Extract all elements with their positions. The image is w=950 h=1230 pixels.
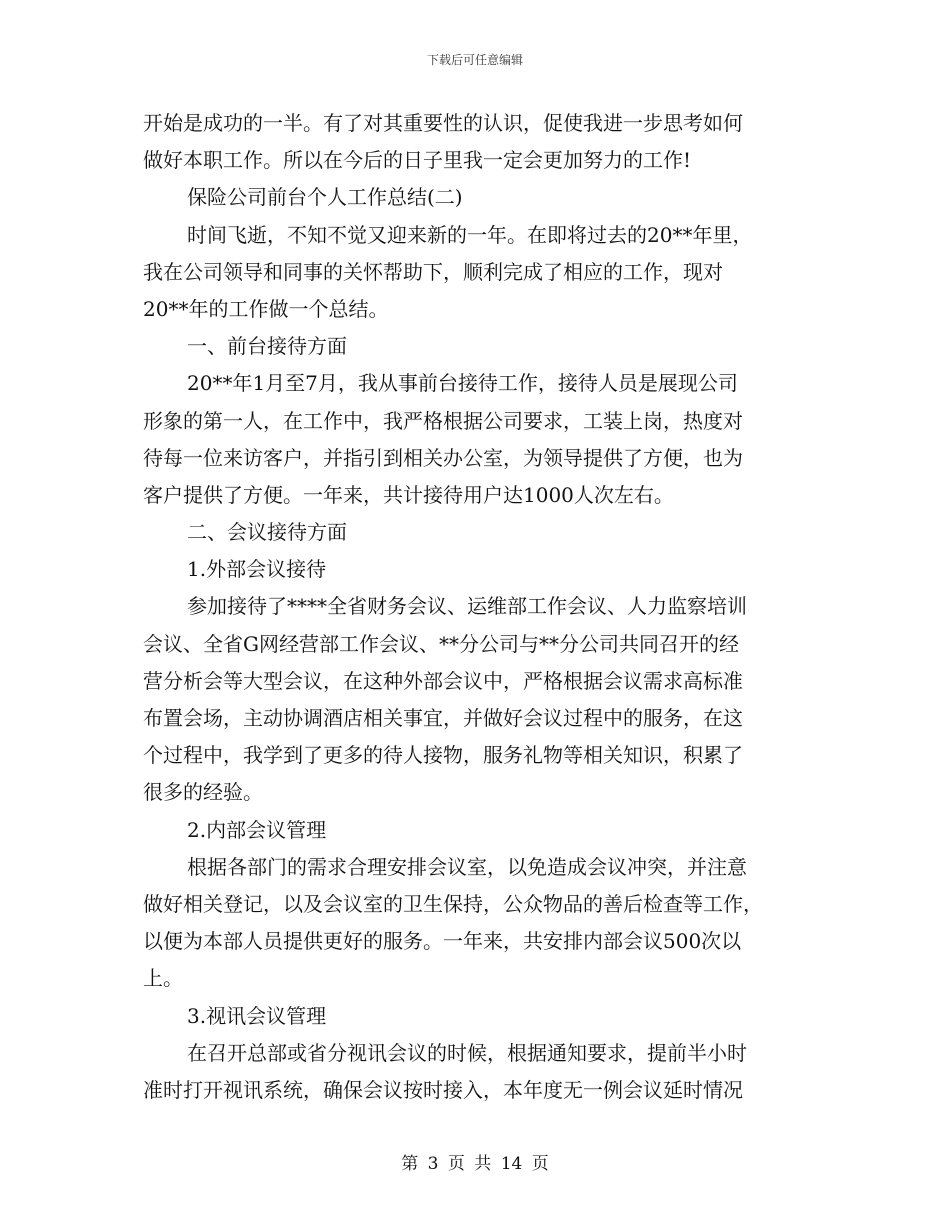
text-line: 根据各部门的需求合理安排会议室，以免造成会议冲突，并注意 bbox=[187, 854, 747, 879]
text-line: 20**年的工作做一个总结。 bbox=[143, 296, 389, 321]
text-line: 一、前台接待方面 bbox=[187, 334, 347, 359]
text-line: 会议、全省G网经营部工作会议、**分公司与**分公司共同召开的经 bbox=[143, 631, 739, 656]
text-line: 在召开总部或省分视讯会议的时候，根据通知要求，提前半小时 bbox=[187, 1040, 747, 1065]
text-line: 形象的第一人，在工作中，我严格根据公司要求，工装上岗，热度对 bbox=[143, 408, 743, 433]
text-line: 待每一位来访客户，并指引到相关办公室，为领导提供了方便，也为 bbox=[143, 445, 743, 470]
text-line: 1.外部会议接待 bbox=[187, 557, 327, 582]
text-line: 布置会场，主动协调酒店相关事宜，并做好会议过程中的服务，在这 bbox=[143, 706, 743, 730]
text-line: 2.内部会议管理 bbox=[187, 817, 327, 842]
text-line: 以便为本部人员提供更好的服务。一年来，共安排内部会议500次以 bbox=[143, 929, 742, 954]
text-line: 开始是成功的一半。有了对其重要性的认识，促使我进一步思考如何 bbox=[143, 111, 743, 135]
text-line: 参加接待了****全省财务会议、运维部工作会议、人力监察培训 bbox=[187, 594, 747, 619]
text-line: 二、会议接待方面 bbox=[187, 520, 347, 545]
text-line: 20**年1月至7月，我从事前台接待工作，接待人员是展现公司 bbox=[187, 371, 738, 396]
text-line: 上。 bbox=[143, 966, 183, 991]
text-line: 准时打开视讯系统，确保会议按时接入，本年度无一例会议延时情况 bbox=[143, 1077, 743, 1102]
text-line: 营分析会等大型会议，在这种外部会议中，严格根据会议需求高标准 bbox=[143, 668, 743, 693]
text-line: 客户提供了方便。一年来，共计接待用户达1000人次左右。 bbox=[143, 482, 674, 507]
text-line: 时间飞逝，不知不觉又迎来新的一年。在即将过去的20**年里， bbox=[187, 222, 753, 247]
text-line: 做好相关登记，以及会议室的卫生保持，公众物品的善后检查等工作， bbox=[143, 891, 763, 916]
page-number: 第 3 页 共 14 页 bbox=[401, 1154, 549, 1174]
page-header: 下载后可任意编辑 bbox=[426, 53, 523, 67]
text-line: 很多的经验。 bbox=[143, 780, 263, 805]
text-line: 3.视讯会议管理 bbox=[187, 1003, 327, 1028]
text-line: 我在公司领导和同事的关怀帮助下，顺利完成了相应的工作，现对 bbox=[143, 259, 723, 284]
document-body bbox=[143, 105, 807, 1109]
text-line: 保险公司前台个人工作总结(二) bbox=[187, 185, 463, 210]
text-line: 做好本职工作。所以在今后的日子里我一定会更加努力的工作! bbox=[143, 148, 692, 173]
text-line: 个过程中，我学到了更多的待人接物，服务礼物等相关知识，积累了 bbox=[143, 743, 743, 768]
